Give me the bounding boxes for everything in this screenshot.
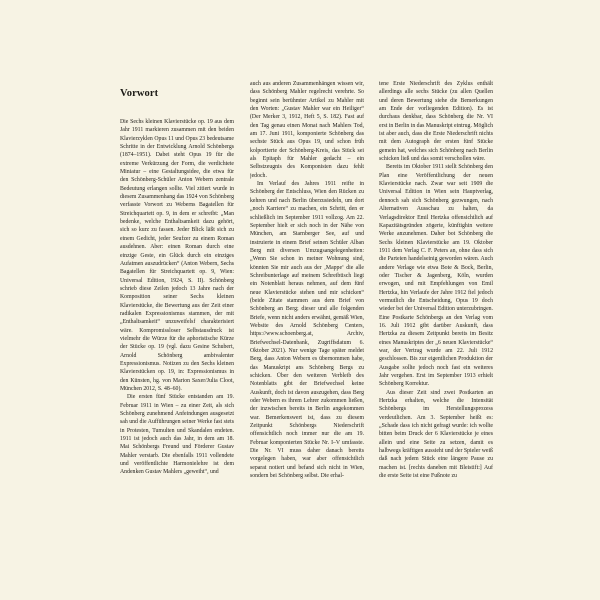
- text-column-2: [250, 80, 364, 558]
- page-heading: Vorwort: [120, 88, 159, 99]
- paragraph: Bereits im Oktober 1911 stellt Schönberg den Plan eine Veröffentlichung der neuen Klavierstücke nach. Zwar war seit 1909 die Universal Edition in Wien sein Hauptverlag, dennoch sah sich Schönberg gezwungen, nach Alternativen Ausschau zu halten, da Verlagsdirektor Emil Hertzka offensichtlich auf Kapazitätsgründen zögerte, künftighin weitere Werke anzunehmen. Daher bot Schönberg die Sechs kleinen Klavierstücke am 19. Oktober 1911 dem Verlag C. F. Peters an, ohne dass sich die Parteien handelseinig geworden wären. Auch andere Verlage wie etwa Bote & Bock, Berlin, oder Tischer & Jagenberg, Köln, wurden erwogen, und mit Empfehlungen von Emil Hertzka, hin Verlaufe der Jahre 1912 fiel jedoch vermutlich die Entscheidung, Opus 19 doch wieder bei der Universal Edition unterzubringen. Eine Postkarte Schönbergs an den Verlag vom 16. Juli 1912 gibt darüber Auskunft, dass Hertzka zu diesem Zeitpunkt bereits im Besitz eines Manuskriptes der „6 neuen Klavierstücke“ war, der Vertrag wurde am 22. Juli 1912 geschlossen. Bis zur eigentlichen Produktion der Ausgabe sollte jedoch noch fast ein weiteres Jahr vergehen. Erst im September 1913 erhielt Schönberg Korrektur.: [379, 164, 493, 388]
- text-column-1: [120, 118, 234, 558]
- paragraph: Die Sechs kleinen Klavierstücke op. 19 aus dem Jahr 1911 markieren zusammen mit den beiden Klavierzyklen Opus 11 und Opus 23 bedeutsame Schritte in der Entwicklung Arnold Schönbergs (1874–1951). Dabei steht Opus 19 für die extreme Verkürzung der Form, die verdichtete Miniatur – eine Gestaltungsidee, die etwa für den Schönberg-Schüler Anton Webern zentrale Bedeutung erlangen sollte. Viel zitiert wurde in diesem Zusammenhang das 1924 von Schönberg verfasste Vorwort zu Weberns Bagatellen für Streichquartett op. 9, in dem er schreibt: „Man bedenke, welche Enthaltsamkeit dazu gehört, sich so kurz zu fassen. Jeder Blick läßt sich zu einem Gedicht, jeder Seufzer zu einem Roman ausdehnen. Aber: einen Roman durch eine einzige Geste, ein Glück durch ein einziges Aufatmen auszudrücken“ (Anton Webern, Sechs Bagatellen für Streichquartett op. 9, Wien: Universal Edition, 1924, S. II). Schönberg schrieb diese Zeilen jedoch 13 Jahre nach der Komposition seiner Sechs kleinen Klavierstücke, die Bewertung aus der Zeit einer radikalen Expressionismus stammen, der mit „Enthaltsamkeit“ unzuweifelsf charakterisiert wäre. Kompromissloser Selbstausdruck ist vielmehr die Würze für die aphoristische Kürze der Stücke op. 19 (vgl. dazu Gesine Schubert, Arnold Schönberg ambivalenter Expressionismus. Notizen zu den Sechs kleinen Klavierstücken op. 19, in: Expressionismus in den Künsten, hg. von Marion Saxer/Julia Cloot, München 2012, S. 48–60).: [120, 119, 234, 392]
- paragraph: Aus dieser Zeit sind zwei Postkarten an Hertzka erhalten, welche die Intensität Schönbergs im Herstellungsprozess verdeutlichen. Am 3. September heißt es: „Schade dass ich nicht gefragt wurde: ich wollte bitten beim Druck der 6 Klavierstücke je eines allein und eine Seite zu setzen, damit es halbwegs kräftigen aussieht und der Spieler weiß daß nach jedem Stück eine längere Pause zu machen ist. [rechts daneben mit Bleistift:] Auf die erste Seite ist eine Fußnote zu: [379, 389, 493, 480]
- text-column-3: [379, 80, 493, 558]
- paragraph: tene Erste Niederschrift des Zyklus enthält allerdings alle sechs Stücke (zu allen Quellen und deren Bewertung siehe die Bemerkungen am Ende der vorliegenden Edition). Es ist durchaus denkbar, dass Schönberg die Nr. VI erst in Berlin in das Manuskript eintrug. Möglich ist aber auch, dass die Erste Niederschrift nichts mit dem Autograph der ersten fünf Stücke gemein hat, welches sich Schönberg nach Berlin schicken ließ und das somit verschollen wäre.: [379, 81, 493, 163]
- paragraph: Die ersten fünf Stücke entstanden am 19. Februar 1911 in Wien – zu einer Zeit, als sich Schönberg zunehmend Anfeindungen ausgesetzt sah und die Aufführungen seiner Werke fast stets in Protesten, Tumulten und Skandalen endeten. 1911 ist jedoch auch das Jahr, in dem am 18. Mai Schönbergs Freund und Förderer Gustav Mahler verstarb. Die ebenfalls 1911 vollendete und veröffentlichte Harmonielehre ist dem Andenken Gustav Mahlers „geweiht“, und: [120, 394, 234, 476]
- paragraph: auch aus anderen Zusammenhängen wissen wir, dass Schönberg Mahler regelrecht verehrte. So beginnt sein berühmter Artikel zu Mahler mit den Worten: „Gustav Mahler war ein Heiliger“ (Der Merker 3, 1912, Heft 5, S. 182). Fast auf den Tag genau einen Monat nach Mahlers Tod, am 17. Juni 1911, komponierte Schönberg das sechste Stück aus Opus 19, und schon früh kolportierte der Schönberg-Kreis, das Stück sei als Epitaph für Mahler gedacht – ein Selbstzeugnis des Komponisten dazu fehlt jedoch.: [250, 81, 364, 179]
- paragraph: Im Verlauf des Jahres 1911 reifte in Schönberg der Entschluss, Wien den Rücken zu kehren und nach Berlin überzusiedeln, um dort „noch Karriere“ zu machen, ein Schritt, den er schließlich im September 1911 vollzog. Am 22. September hielt er sich noch in der Nähe von München, am Starnberger See, auf und instruierte in einem Brief seinen Schüler Alban Berg mit diversen Umzugsangelegenheiten: „Wenn Sie schon in meiner Wohnung sind, könnten Sie mir auch aus der ‚Mappe‘ die alle Schreibunterlage auf meinem Schreibtisch liegt ein Notenblatt heraus nehmen, auf dem fünf neue Klavierstücke stehen und mir schicken“ (beide Zitate stammen aus dem Brief von Schönberg an Berg; dieser und alle folgenden Briefe, wenn nicht anders erwähnt, gemäß Wien, Website des Arnold Schönberg Centers, https://www.schoenberg.at, Archiv, Briefwechsel-Datenbank, Zugriffsdatum 6. Oktober 2021). Nur wenige Tage später meldet Berg, dass Anton Webern es übernommen habe, das Manuskript ans Schönberg Bergs zu schicken. Über den weiteren Verbleib des Notenblatts gibt der Briefwechsel keine Auskunft, doch ist davon auszugehen, dass Berg oder Webern es ihrem Lehrer zukommen ließen, der inzwischen bereits in Berlin angekommen war. Bemerkenswert ist, dass zu diesem Zeitpunkt Schönbergs Niederschrift offensichtlich noch immer nur die am 19. Februar komponierten Stücke Nr. I–V umfasste. Die Nr. VI muss daher danach bereits vorgelegen haben, war aber offensichtlich separat notiert und befand sich nicht in Wien, sondern bei Schönberg selbst. Die erhal-: [250, 181, 364, 480]
